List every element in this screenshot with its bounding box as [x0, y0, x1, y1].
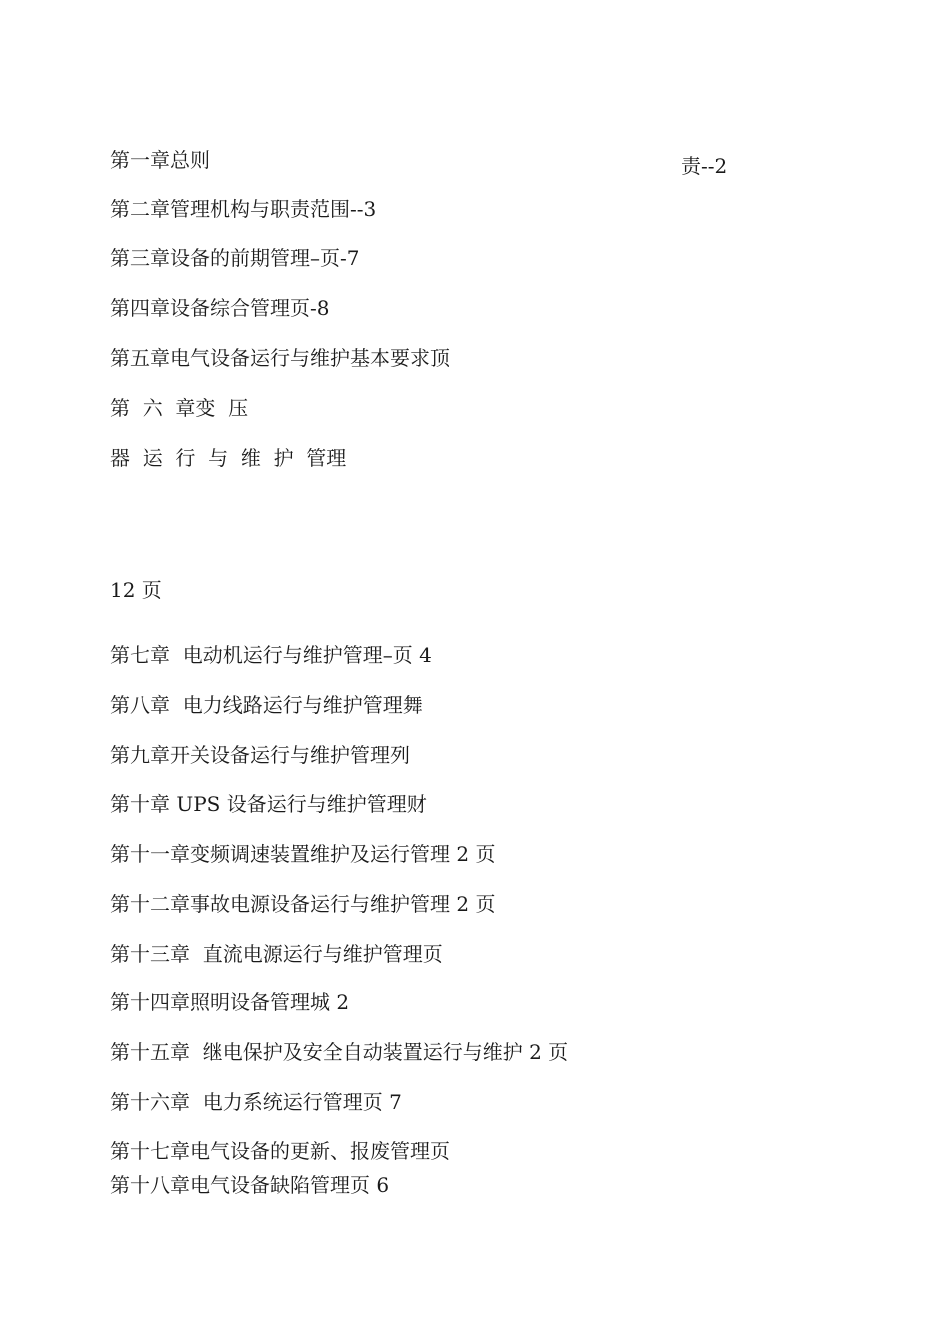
- toc-line-chapter-1: 第一章总则: [110, 148, 210, 172]
- toc-line-chapter-11: 第十一章变频调速装置维护及运行管理 2 页: [110, 842, 496, 866]
- toc-line-chapter-16: 第十六章 电力系统运行管理页 7: [110, 1090, 402, 1114]
- toc-line-chapter-9: 第九章开关设备运行与维护管理列: [110, 743, 410, 767]
- toc-line-chapter-10: 第十章 UPS 设备运行与维护管理财: [110, 792, 427, 816]
- toc-line-chapter-18: 第十八章电气设备缺陷管理页 6: [110, 1173, 390, 1197]
- toc-line-chapter-13: 第十三章 直流电源运行与维护管理页: [110, 942, 443, 966]
- toc-line-chapter-3: 第三章设备的前期管理–页-7: [110, 246, 360, 270]
- toc-line-chapter-17: 第十七章电气设备的更新、报废管理页: [110, 1139, 450, 1163]
- toc-line-chapter-15: 第十五章 继电保护及安全自动装置运行与维护 2 页: [110, 1040, 569, 1064]
- toc-line-chapter-7: 第七章 电动机运行与维护管理–页 4: [110, 643, 432, 667]
- toc-line-chapter-12: 第十二章事故电源设备运行与维护管理 2 页: [110, 892, 496, 916]
- toc-line-chapter-6-part-2: 器 运 行 与 维 护 管理: [110, 446, 347, 470]
- toc-line-chapter-14: 第十四章照明设备管理城 2: [110, 990, 350, 1014]
- toc-line-chapter-6-part-1: 第 六 章变 压: [110, 396, 249, 420]
- toc-line-chapter-5: 第五章电气设备运行与维护基本要求顶: [110, 346, 450, 370]
- toc-line-chapter-8: 第八章 电力线路运行与维护管理舞: [110, 693, 423, 717]
- toc-line-chapter-4: 第四章设备综合管理页-8: [110, 296, 330, 320]
- toc-line-chapter-2: 第二章管理机构与职责范围--3: [110, 197, 377, 221]
- toc-page-fragment: 责--2: [681, 154, 728, 178]
- toc-line-chapter-6-page: 12 页: [110, 578, 162, 602]
